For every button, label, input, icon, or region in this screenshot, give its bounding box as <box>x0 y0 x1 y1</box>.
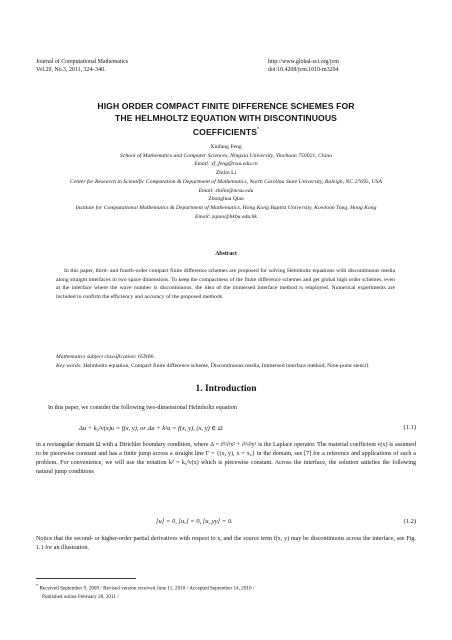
equation-1-2-content: [u] = 0, [uₓ] = 0, [u_yy] = 0. <box>156 518 233 525</box>
msc-value: 65N06. <box>137 354 155 360</box>
doi[interactable]: doi:10.4208/jcm.1010-m3204 <box>268 67 339 74</box>
author-2 <box>20 169 432 195</box>
author-3 <box>20 195 432 221</box>
journal-links <box>268 58 339 75</box>
author-email[interactable]: Email: zhilin@ncsu.edu <box>198 187 254 194</box>
footnote-rule <box>36 578 136 579</box>
author-email[interactable]: Email: xf_feng@nxu.edu.cn <box>194 161 258 168</box>
keywords-value: Helmholtz equation, Compact finite difference scheme, Discontinuous media, Immersed interface method, Nine-point stencil. <box>83 362 370 369</box>
author-name: Zhonghua Qiao <box>208 196 244 203</box>
keywords-label: Key words: <box>56 362 82 369</box>
author-name: Zhilin Li <box>215 170 237 177</box>
journal-url[interactable]: http://www.global-sci.org/jcm <box>268 59 339 65</box>
author-1 <box>20 143 432 169</box>
title-footnote-mark: * <box>257 127 260 133</box>
footnote <box>36 582 416 601</box>
footnote-line-2: Published online February 28, 2011 / <box>42 593 119 600</box>
journal-volume: Vol.29, No.3, 2011, 324–340. <box>36 67 106 74</box>
paper-title <box>30 100 422 138</box>
author-block <box>20 143 432 221</box>
abstract-body <box>56 267 395 302</box>
equation-1-1-content: Δu + k₀²ν(x)u = f(x, y), or Δu + k²u = f(x, y), (x, y) ∈ Ω <box>79 425 223 432</box>
title-line-1: HIGH ORDER COMPACT FINITE DIFFERENCE SCHEMES FOR <box>97 101 355 111</box>
author-name: Xiufang Feng <box>210 144 242 150</box>
author-affiliation: Center for Research in Scientific Computation & Department of Mathematics, North Carolina State University, Raleigh, NC 27695, USA <box>70 178 382 185</box>
journal-citation <box>36 58 128 75</box>
footnote-line-1: * Received September 9, 2009 / Revised version received June 11, 2010 / Accepted September 14, 2010 / <box>36 583 255 592</box>
title-line-2: THE HELMHOLTZ EQUATION WITH DISCONTINUOUS <box>115 113 337 123</box>
author-email[interactable]: Email: zqiao@hkbu.edu.hk <box>195 213 257 220</box>
keywords-line <box>56 362 395 371</box>
equation-1-1-number: (1.1) <box>403 424 416 431</box>
paper-metadata <box>56 353 395 370</box>
title-line-3: COEFFICIENTS* <box>192 126 260 137</box>
journal-name: Journal of Computational Mathematics <box>36 59 129 65</box>
abstract-text: In this paper, third- and fourth-order compact finite difference schemes are proposed for solving Helmholtz equations with discontinuous media along straight interfaces in two space dimensions. To keep the compactness of the finite difference schemes and get global high order schemes, even at the interface where the wave number is discontinuous, the idea of the immersed interface method is employed. Numerical experiments are included to confirm the efficiency and accuracy of the proposed methods. <box>56 268 395 301</box>
equation-1-2-number: (1.2) <box>403 518 416 525</box>
intro-paragraph-2: in a rectangular domain Ω with a Dirichlet boundary condition, where Δ = ∂²/∂x² + ∂²/∂y² is the Laplace operator. The material coefficient ν(x) is assumed to be piecewise constant and has a finite jump across a straight line Γ = {(x, y), x = x₀} in the domain, see [7] for a reference and applications of such a problem. For convenience, we will use the notation k² = k₀²ν(x) which is piecewise constant. Across the interface, the solution satisfies the following natural jump conditions <box>36 442 416 475</box>
abstract-heading: Abstract <box>215 251 237 257</box>
msc-label: Mathematics subject classification: <box>56 354 137 360</box>
author-affiliation: Institute for Computational Mathematics & Department of Mathematics, Hong Kong Baptist University, Kowloon Tong, Hong Kong <box>75 204 377 211</box>
intro-paragraph-1: In this paper, we consider the following two-dimensional Helmholtz equation <box>48 405 237 411</box>
msc-line <box>56 353 395 362</box>
intro-paragraph-3: Notice that the second- or higher-order partial derivatives with respect to x, and the source term f(x, y) may be discontinuous across the interface, see Fig. 1.1 for an illustration. <box>36 536 416 551</box>
footnote-mark: * <box>36 583 39 588</box>
section-heading: 1. Introduction <box>195 384 257 394</box>
author-affiliation: School of Mathematics and Computer Sciences, Ningxia University, Yinchuan 750021, China <box>119 152 333 159</box>
